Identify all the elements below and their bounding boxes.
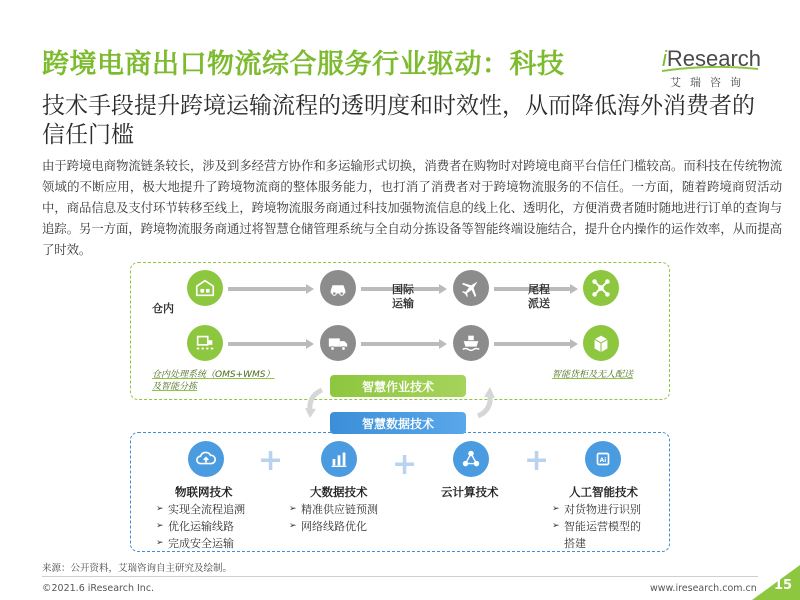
website-url: www.iresearch.com.cn	[650, 583, 757, 594]
ai-benefits-list	[552, 501, 641, 552]
tech-title-iot: 物联网技术	[175, 485, 233, 499]
cloud-upload-icon	[188, 441, 224, 477]
bar-chart-icon	[321, 441, 357, 477]
stage-label-warehouse: 仓内	[152, 302, 174, 315]
copyright: ©2021.6 iResearch Inc.	[42, 583, 155, 594]
list-item: ➢ 对货物进行识别	[552, 501, 641, 518]
flow-arrow	[228, 284, 314, 294]
iresearch-logo	[662, 46, 762, 90]
warehouse-icon	[187, 270, 223, 306]
plane-icon	[453, 270, 489, 306]
sorting-machine-icon	[187, 325, 223, 361]
flow-arrow	[494, 339, 578, 349]
iot-benefits-list	[156, 501, 245, 552]
note-warehouse-systems: 仓内处理系统（OMS+WMS） 及智能分拣	[152, 370, 275, 392]
logo-wordmark: iResearch	[662, 46, 762, 71]
ship-icon	[453, 325, 489, 361]
list-item: ➢ 完成安全运输	[156, 535, 245, 552]
list-item: ➢ 网络线路优化	[289, 518, 378, 535]
plus-icon: +	[524, 443, 550, 478]
network-icon	[453, 441, 489, 477]
car-icon	[320, 270, 356, 306]
parcel-locker-icon	[583, 325, 619, 361]
cycle-arrow-right-icon	[474, 386, 496, 420]
big-data-benefits-list	[289, 501, 378, 535]
page-subtitle: 技术手段提升跨境运输流程的透明度和时效性，从而降低海外消费者的信任门槛	[42, 93, 755, 148]
smart-operation-tech-badge: 智慧作业技术	[330, 375, 466, 397]
smart-data-tech-badge: 智慧数据技术	[330, 412, 466, 434]
list-item: ➢ 实现全流程追溯	[156, 501, 245, 518]
ai-chip-icon	[585, 441, 621, 477]
flow-arrow	[228, 339, 314, 349]
tech-title-cloud: 云计算技术	[441, 485, 499, 499]
body-paragraph: 由于跨境电商物流链条较长，涉及到多经营方协作和多运输形式切换，消费者在购物时对跨境电商平台信任门槛较高。而科技在传统物流领域的不断应用，极大地提升了跨境物流商的整体服务能力，也打消了消费者对于跨境物流服务的不信任。一方面，随着跨境商贸活动中，商品信息及支付环节转移至线上，跨境物流服务商通过科技加强物流信息的线上化、透明化，方便消费者随时随地进行订单的查询与追踪。另一方面，跨境物流服务商通过将智慧仓储管理系统与全自动分拣设备等智能终端设施结合，提升仓内操作的运作效率，从而提高了时效。	[42, 158, 782, 257]
note-smart-lockers: 智能货柜及无人配送	[552, 370, 634, 380]
plus-icon: +	[258, 443, 284, 478]
drone-icon	[583, 270, 619, 306]
stage-label-last-mile: 尾程 派送	[528, 283, 550, 310]
plus-icon: +	[392, 447, 418, 482]
tech-title-big-data: 大数据技术	[310, 485, 368, 499]
list-item: ➢ 智能运营模型的 搭建	[552, 518, 641, 552]
source-note: 来源：公开资料，艾瑞咨询自主研究及绘制。	[42, 563, 233, 574]
svg-text:Ai: Ai	[599, 456, 607, 464]
tech-title-ai: 人工智能技术	[569, 485, 638, 499]
page-number: 15	[774, 578, 793, 593]
logo-swoosh-icon	[662, 66, 758, 72]
cycle-arrow-left-icon	[304, 386, 326, 420]
stage-label-international: 国际 运输	[392, 283, 414, 310]
list-item: ➢ 精准供应链预测	[289, 501, 378, 518]
flow-arrow	[361, 339, 447, 349]
footer-divider	[42, 576, 758, 577]
logo-subtitle: 艾瑞咨询	[670, 76, 750, 89]
page-title: 跨境电商出口物流综合服务行业驱动：科技	[42, 49, 565, 80]
list-item: ➢ 优化运输线路	[156, 518, 245, 535]
truck-icon	[320, 325, 356, 361]
